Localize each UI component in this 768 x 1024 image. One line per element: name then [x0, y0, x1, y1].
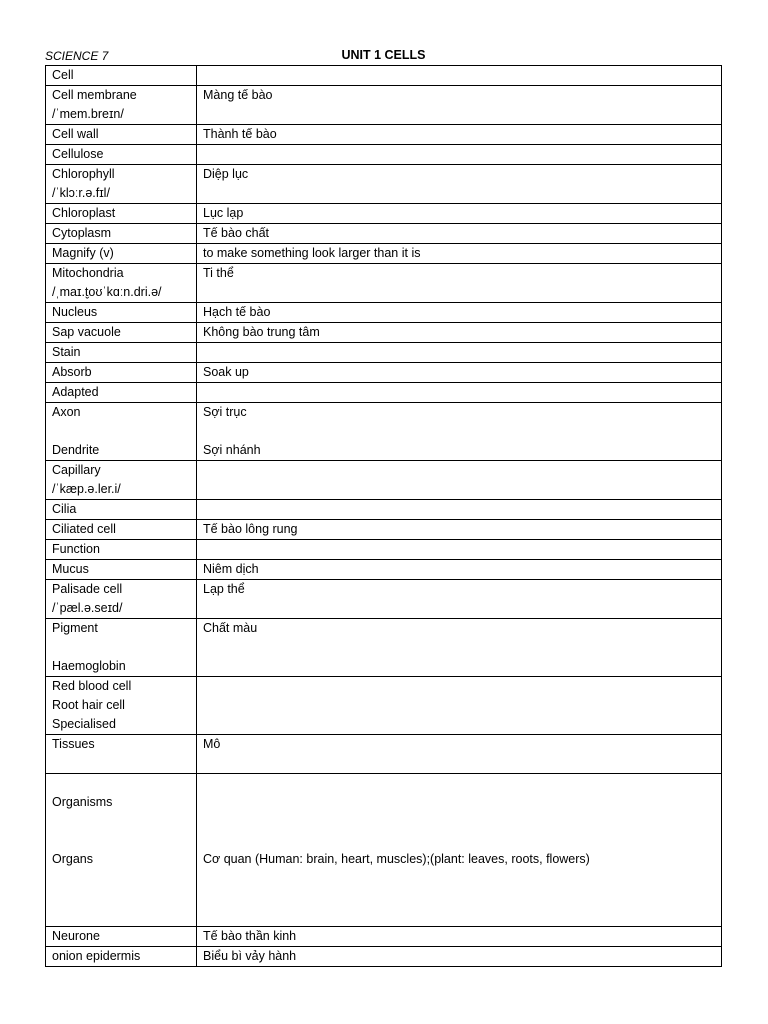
- meaning-cell: [197, 145, 722, 165]
- meaning-cell: Hạch tế bào: [197, 303, 722, 323]
- table-row: [46, 204, 722, 224]
- table-row: [46, 677, 722, 735]
- term-cell: Chloroplast: [46, 204, 197, 224]
- term-cell: Cell wall: [46, 125, 197, 145]
- term-cell: Cell: [46, 66, 197, 86]
- term-cell: Chlorophyll /ˈklɔːr.ə.fɪl/: [46, 165, 197, 204]
- subject-label: SCIENCE 7: [45, 49, 109, 63]
- term-cell: Cytoplasm: [46, 224, 197, 244]
- meaning-cell: Thành tế bào: [197, 125, 722, 145]
- term-cell: Sap vacuole: [46, 323, 197, 343]
- table-row: [46, 145, 722, 165]
- vocabulary-table-body: [46, 66, 722, 967]
- table-row: [46, 244, 722, 264]
- term-cell: Neurone: [46, 927, 197, 947]
- table-row: [46, 560, 722, 580]
- term-cell: Pigment Haemoglobin: [46, 619, 197, 677]
- meaning-cell: Tế bào chất: [197, 224, 722, 244]
- table-row: [46, 323, 722, 343]
- meaning-cell: [197, 540, 722, 560]
- meaning-cell: [197, 383, 722, 403]
- meaning-cell: Biểu bì vảy hành: [197, 947, 722, 967]
- table-row: [46, 947, 722, 967]
- meaning-cell: Lạp thể: [197, 580, 722, 619]
- meaning-cell: [197, 66, 722, 86]
- meaning-cell: Diệp lục: [197, 165, 722, 204]
- meaning-cell: Chất màu: [197, 619, 722, 677]
- meaning-cell: Sợi trục Sợi nhánh: [197, 403, 722, 461]
- table-row: [46, 927, 722, 947]
- meaning-cell: Ti thể: [197, 264, 722, 303]
- term-cell: Mitochondria /ˌmaɪ.t̬oʊˈkɑːn.dri.ə/: [46, 264, 197, 303]
- table-row: [46, 500, 722, 520]
- term-cell: Ciliated cell: [46, 520, 197, 540]
- term-cell: Red blood cell Root hair cell Specialised: [46, 677, 197, 735]
- table-row: [46, 735, 722, 774]
- unit-title: UNIT 1 CELLS: [341, 48, 426, 62]
- meaning-cell: Lục lạp: [197, 204, 722, 224]
- table-row: [46, 520, 722, 540]
- term-cell: Cell membrane /ˈmem.breɪn/: [46, 86, 197, 125]
- meaning-cell: [197, 500, 722, 520]
- term-cell: Palisade cell /ˈpæl.ə.seɪd/: [46, 580, 197, 619]
- table-row: [46, 383, 722, 403]
- meaning-cell: Mô: [197, 735, 722, 774]
- term-cell: Stain: [46, 343, 197, 363]
- table-row: [46, 343, 722, 363]
- table-row: [46, 580, 722, 619]
- term-cell: Nucleus: [46, 303, 197, 323]
- table-row: [46, 363, 722, 383]
- term-cell: Cilia: [46, 500, 197, 520]
- meaning-cell: [197, 461, 722, 500]
- meaning-cell: Không bào trung tâm: [197, 323, 722, 343]
- meaning-cell: to make something look larger than it is: [197, 244, 722, 264]
- term-cell: onion epidermis: [46, 947, 197, 967]
- term-cell: Cellulose: [46, 145, 197, 165]
- document-page: [45, 0, 722, 963]
- term-cell: Function: [46, 540, 197, 560]
- meaning-cell: [197, 343, 722, 363]
- term-cell: Mucus: [46, 560, 197, 580]
- table-row: [46, 224, 722, 244]
- meaning-cell: Cơ quan (Human: brain, heart, muscles);(plant: leaves, roots, flowers): [197, 774, 722, 927]
- term-cell: Tissues: [46, 735, 197, 774]
- table-row: [46, 125, 722, 145]
- meaning-cell: Màng tế bào: [197, 86, 722, 125]
- table-row: [46, 619, 722, 677]
- term-cell: Adapted: [46, 383, 197, 403]
- term-cell: Axon Dendrite: [46, 403, 197, 461]
- term-cell: Organisms Organs: [46, 774, 197, 927]
- table-row: [46, 66, 722, 86]
- term-cell: Absorb: [46, 363, 197, 383]
- meaning-cell: Soak up: [197, 363, 722, 383]
- meaning-cell: Niêm dịch: [197, 560, 722, 580]
- table-row: [46, 303, 722, 323]
- document-header: [45, 0, 722, 65]
- table-row: [46, 264, 722, 303]
- term-cell: Capillary /ˈkæp.ə.ler.i/: [46, 461, 197, 500]
- meaning-cell: [197, 677, 722, 735]
- table-row: [46, 165, 722, 204]
- vocabulary-table: [45, 65, 722, 967]
- table-row: [46, 403, 722, 461]
- meaning-cell: Tế bào thần kinh: [197, 927, 722, 947]
- table-row: [46, 86, 722, 125]
- meaning-cell: Tế bào lông rung: [197, 520, 722, 540]
- term-cell: Magnify (v): [46, 244, 197, 264]
- table-row: [46, 774, 722, 927]
- table-row: [46, 461, 722, 500]
- table-row: [46, 540, 722, 560]
